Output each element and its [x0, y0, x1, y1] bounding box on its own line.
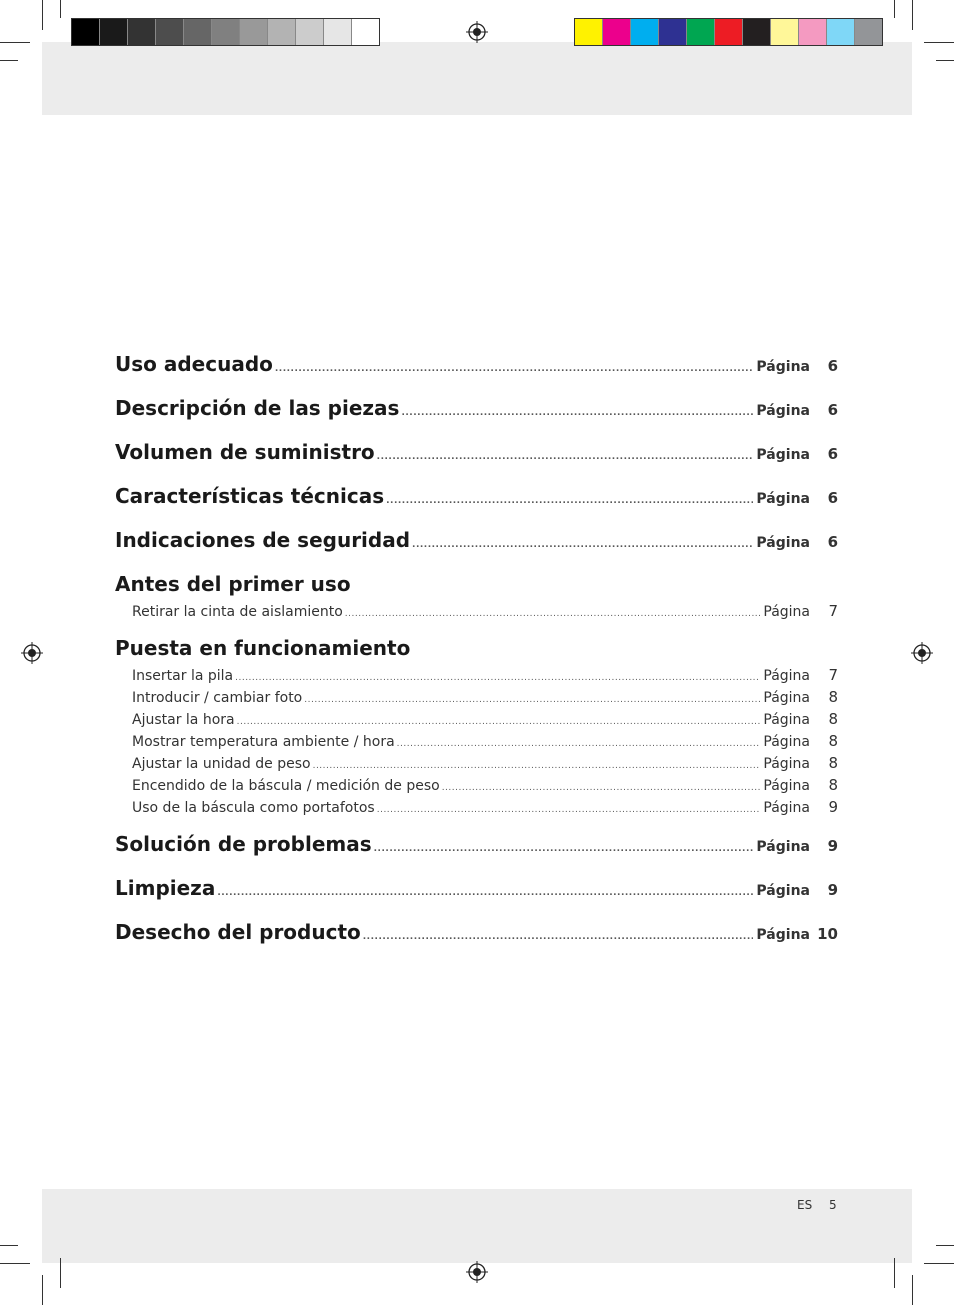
gray-swatch: [324, 19, 352, 45]
toc-subentry[interactable]: Ajustar la unidad de peso ..... Página 8: [115, 754, 838, 776]
toc-heading-antes[interactable]: Antes del primer uso: [115, 572, 351, 596]
crop-mark: [0, 60, 18, 61]
toc-subentry[interactable]: Uso de la báscula como portafotos ..... Página 9: [115, 798, 838, 820]
color-swatch: [743, 19, 771, 45]
toc-subentry[interactable]: Ajustar la hora ..... Página 8: [115, 710, 838, 732]
toc-entry-indicaciones[interactable]: Indicaciones de seguridad ..... Página 6: [115, 528, 838, 572]
dot-leader: [442, 783, 761, 793]
crop-mark: [924, 42, 954, 43]
grayscale-control-strip: [71, 18, 380, 46]
toc-entry-limpieza[interactable]: Limpieza ..... Página 9: [115, 876, 838, 920]
gray-swatch: [212, 19, 240, 45]
dot-leader: [345, 609, 761, 619]
color-swatch: [659, 19, 687, 45]
dot-leader: [412, 540, 753, 550]
dot-leader: [386, 496, 753, 506]
registration-mark-icon: [466, 1261, 488, 1283]
color-swatch: [827, 19, 855, 45]
toc-entry-solucion[interactable]: Solución de problemas ..... Página 9: [115, 832, 838, 876]
toc-heading-puesta[interactable]: Puesta en funcionamiento: [115, 636, 411, 660]
crop-mark: [0, 42, 30, 43]
table-of-contents: [115, 352, 838, 964]
crop-mark: [60, 0, 61, 18]
footer-language: ES: [797, 1198, 813, 1212]
registration-mark-icon: [466, 21, 488, 43]
color-swatch: [771, 19, 799, 45]
registration-mark-icon: [911, 642, 933, 664]
color-control-strip: [574, 18, 883, 46]
color-swatch: [715, 19, 743, 45]
toc-entry-caracteristicas[interactable]: Características técnicas ..... Página 6: [115, 484, 838, 528]
crop-mark: [42, 1275, 43, 1305]
gray-swatch: [156, 19, 184, 45]
toc-subentry[interactable]: Introducir / cambiar foto ..... Página 8: [115, 688, 838, 710]
toc-subentry[interactable]: Insertar la pila ..... Página 7: [115, 666, 838, 688]
crop-mark: [42, 0, 43, 30]
toc-entry-volumen[interactable]: Volumen de suministro ..... Página 6: [115, 440, 838, 484]
crop-mark: [0, 1263, 30, 1264]
gray-swatch: [100, 19, 128, 45]
crop-mark: [936, 60, 954, 61]
toc-subentry[interactable]: Retirar la cinta de aislamiento ..... Página 7: [115, 602, 838, 624]
spacer: [115, 820, 838, 832]
crop-mark: [894, 1258, 895, 1288]
crop-mark: [894, 0, 895, 18]
dot-leader: [313, 761, 761, 771]
top-print-band: [42, 42, 912, 115]
toc-subentry[interactable]: Encendido de la báscula / medición de peso ..... Página 8: [115, 776, 838, 798]
color-swatch: [687, 19, 715, 45]
crop-mark: [936, 1245, 954, 1246]
crop-mark: [912, 1275, 913, 1305]
dot-leader: [377, 452, 754, 462]
crop-mark: [924, 1263, 954, 1264]
color-swatch: [631, 19, 659, 45]
toc-entry-descripcion[interactable]: Descripción de las piezas ..... Página 6: [115, 396, 838, 440]
crop-mark: [0, 1245, 18, 1246]
dot-leader: [401, 408, 753, 418]
dot-leader: [235, 673, 760, 683]
gray-swatch: [184, 19, 212, 45]
toc-entry-desecho[interactable]: Desecho del producto ..... Página 10: [115, 920, 838, 964]
gray-swatch: [128, 19, 156, 45]
dot-leader: [304, 695, 760, 705]
color-swatch: [855, 19, 882, 45]
gray-swatch: [296, 19, 324, 45]
crop-mark: [912, 0, 913, 30]
crop-mark: [60, 1258, 61, 1288]
footer-page-number: 5: [829, 1198, 837, 1212]
bottom-print-band: [42, 1189, 912, 1263]
color-swatch: [603, 19, 631, 45]
color-swatch: [575, 19, 603, 45]
dot-leader: [363, 932, 754, 942]
dot-leader: [374, 844, 754, 854]
gray-swatch: [240, 19, 268, 45]
gray-swatch: [352, 19, 379, 45]
dot-leader: [237, 717, 761, 727]
gray-swatch: [268, 19, 296, 45]
dot-leader: [217, 888, 753, 898]
dot-leader: [377, 805, 761, 815]
toc-subentry[interactable]: Mostrar temperatura ambiente / hora ..... Página 8: [115, 732, 838, 754]
gray-swatch: [72, 19, 100, 45]
dot-leader: [275, 364, 754, 374]
toc-entry-uso-adecuado[interactable]: Uso adecuado ..... Página 6: [115, 352, 838, 396]
color-swatch: [799, 19, 827, 45]
registration-mark-icon: [21, 642, 43, 664]
spacer: [115, 624, 838, 636]
dot-leader: [397, 739, 761, 749]
